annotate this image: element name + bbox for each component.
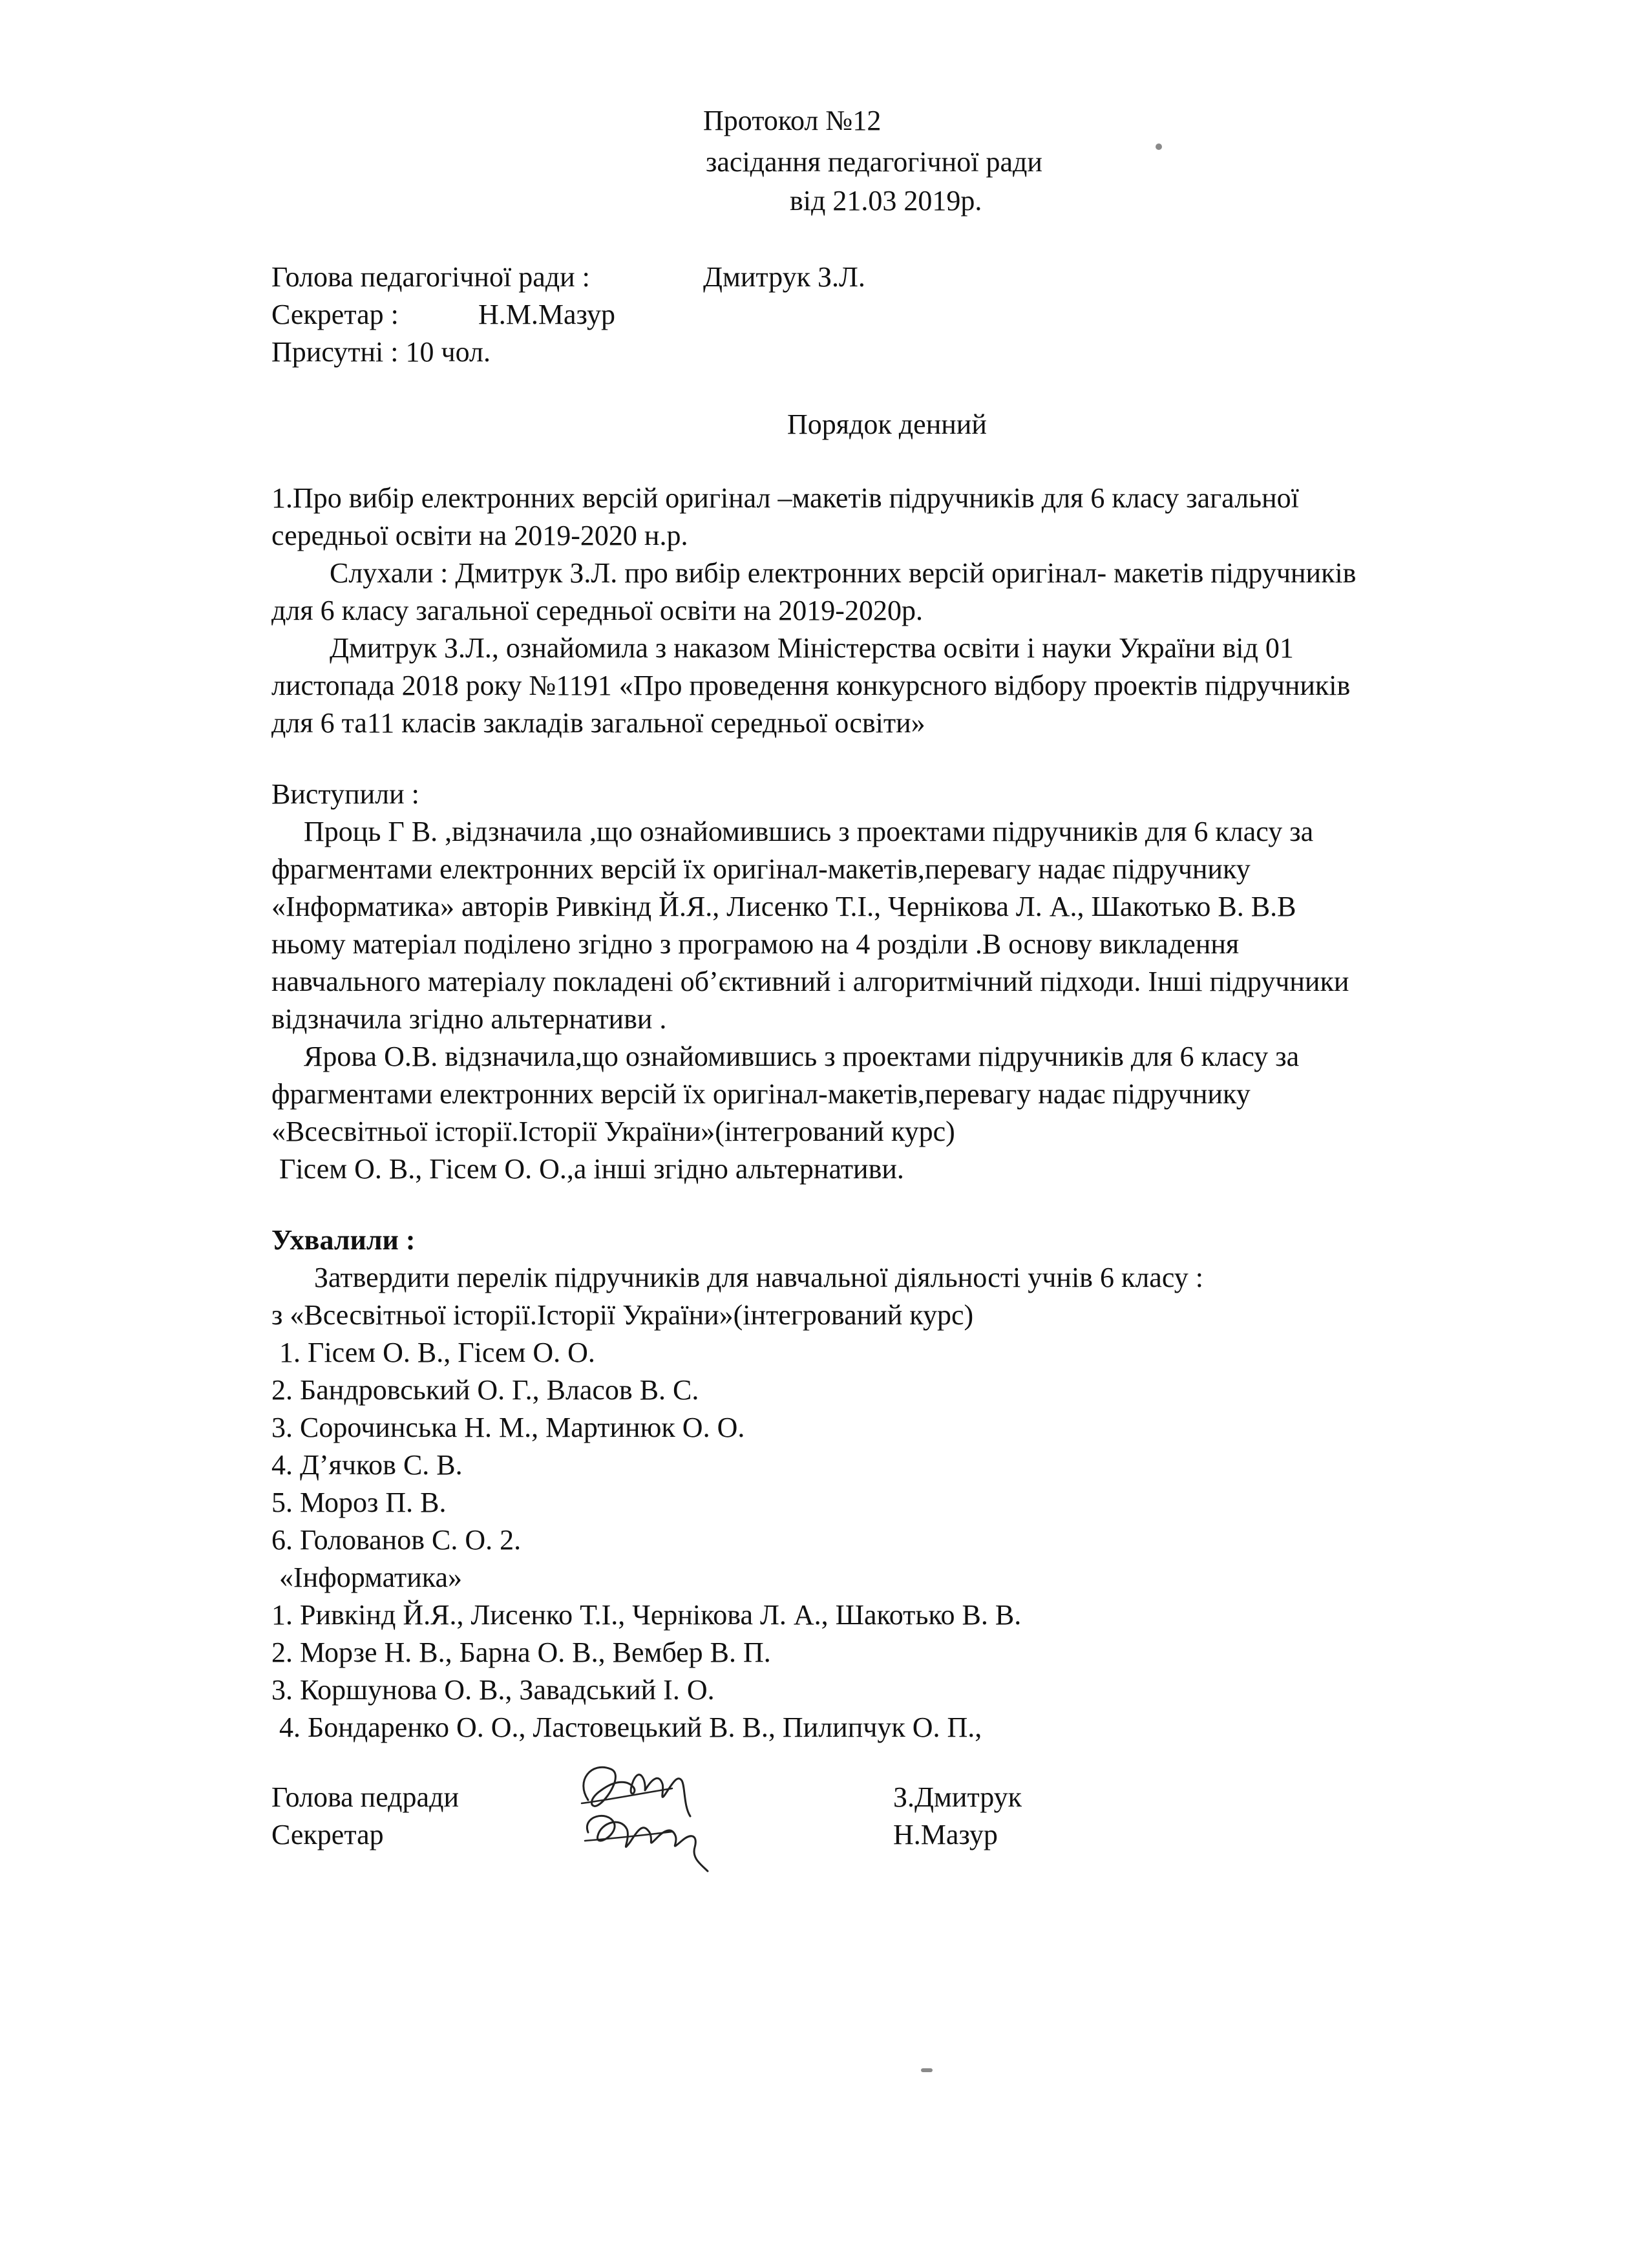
scan-speck bbox=[1156, 143, 1162, 150]
secretary-name: Н.М.Мазур bbox=[478, 299, 616, 330]
speaker-line: «Інформатика» авторів Ривкінд Й.Я., Лисенко Т.І., Чернікова Л. А., Шакотько В. В.В bbox=[271, 891, 1296, 922]
signature-chair-name: З.Дмитрук bbox=[893, 1781, 1022, 1813]
agenda-line: середньої освіти на 2019-2020 н.р. bbox=[271, 520, 688, 551]
signature-chair-label: Голова педради bbox=[271, 1781, 460, 1813]
protocol-title: Протокол №12 bbox=[703, 105, 882, 136]
signature-secretary-label: Секретар bbox=[271, 1819, 384, 1850]
speaker-line: фрагментами електронних версій їх оригінал-макетів,перевагу надає підручнику bbox=[271, 853, 1251, 885]
agenda-line: Дмитрук З.Л., ознайомила з наказом Міністерства освіти і науки України від 01 bbox=[330, 632, 1294, 664]
secretary-label: Секретар : bbox=[271, 299, 399, 330]
resolved-line: 3. Коршунова О. В., Завадський І. О. bbox=[271, 1674, 715, 1706]
resolved-line: 3. Сорочинська Н. М., Мартинюк О. О. bbox=[271, 1412, 745, 1443]
resolved-line: Затвердити перелік підручників для навчальної діяльності учнів 6 класу : bbox=[314, 1262, 1203, 1293]
speaker-line: «Всесвітньої історії.Історії України»(інтегрований курс) bbox=[271, 1116, 955, 1147]
protocol-subtitle: засідання педагогічної ради bbox=[706, 146, 1042, 178]
resolved-line: 6. Голованов С. О. 2. bbox=[271, 1524, 522, 1556]
secretary-handwritten-signature bbox=[569, 1803, 737, 1874]
resolved-line: «Інформатика» bbox=[279, 1562, 462, 1593]
speaker-line: Проць Г В. ,відзначила ,що ознайомившись з проектами підручників для 6 класу за bbox=[304, 816, 1314, 847]
agenda-line: листопада 2018 року №1191 «Про проведення конкурсного відбору проектів підручників bbox=[271, 670, 1351, 701]
agenda-line: 1.Про вибір електронних версій оригінал –макетів підручників для 6 класу загальної bbox=[271, 482, 1299, 514]
speaker-line: фрагментами електронних версій їх оригінал-макетів,перевагу надає підручнику bbox=[271, 1078, 1251, 1110]
resolved-line: 4. Бондаренко О. О., Ластовецький В. В., Пилипчук О. П., bbox=[279, 1712, 982, 1743]
resolved-line: 2. Бандровський О. Г., Власов В. С. bbox=[271, 1374, 699, 1406]
resolved-line: 4. Д’ячков С. В. bbox=[271, 1449, 463, 1481]
resolved-line: 1. Ривкінд Й.Я., Лисенко Т.І., Чернікова Л. А., Шакотько В. В. bbox=[271, 1599, 1022, 1631]
resolved-line: 2. Морзе Н. В., Барна О. В., Вембер В. П. bbox=[271, 1637, 771, 1668]
resolved-line: з «Всесвітньої історії.Історії України»(інтегрований курс) bbox=[271, 1299, 974, 1331]
resolved-title: Ухвалили : bbox=[271, 1224, 416, 1256]
speaker-line: навчального матеріалу покладені об’єктивний і алгоритмічний підходи. Інші підручники bbox=[271, 966, 1349, 997]
speaker-line: Ярова О.В. відзначила,що ознайомившись з проектами підручників для 6 класу за bbox=[304, 1041, 1300, 1072]
agenda-title: Порядок денний bbox=[787, 408, 987, 440]
resolved-line: 1. Гісем О. В., Гісем О. О. bbox=[279, 1337, 595, 1368]
speaker-line: Гісем О. В., Гісем О. О.,а інші згідно альтернативи. bbox=[279, 1153, 904, 1185]
present-count: Присутні : 10 чол. bbox=[271, 336, 491, 368]
agenda-line: для 6 класу загальної середньої освіти на 2019-2020р. bbox=[271, 595, 923, 626]
speaker-line: ньому матеріал поділено згідно з програмою на 4 розділи .В основу викладення bbox=[271, 928, 1240, 960]
chair-name: Дмитрук З.Л. bbox=[703, 261, 865, 293]
agenda-line: для 6 та11 класів закладів загальної середньої освіти» bbox=[271, 707, 925, 739]
resolved-line: 5. Мороз П. В. bbox=[271, 1487, 447, 1518]
scan-speck bbox=[921, 2068, 933, 2072]
protocol-date: від 21.03 2019р. bbox=[790, 185, 982, 217]
agenda-line: Слухали : Дмитрук З.Л. про вибір електронних версій оригінал- макетів підручників bbox=[330, 557, 1357, 589]
chair-label: Голова педагогічної ради : bbox=[271, 261, 590, 293]
speakers-title: Виступили : bbox=[271, 778, 419, 810]
signature-secretary-name: Н.Мазур bbox=[893, 1819, 998, 1850]
speaker-line: відзначила згідно альтернативи . bbox=[271, 1003, 667, 1035]
